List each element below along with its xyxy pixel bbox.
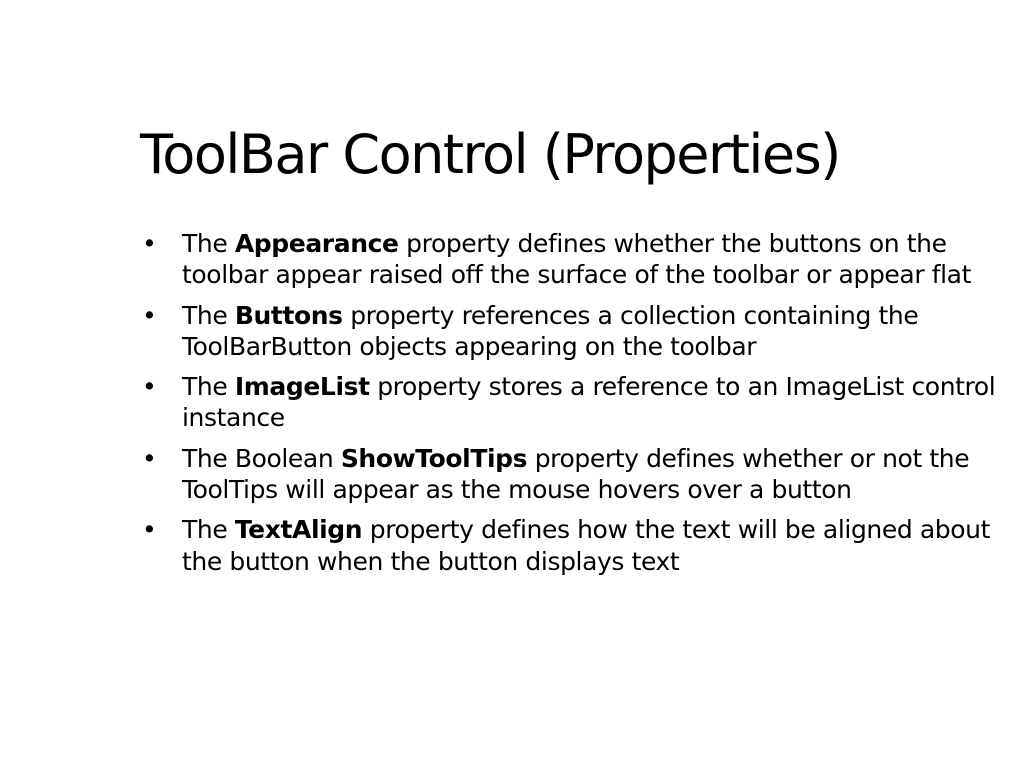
bullet-appearance: [140, 228, 1004, 291]
bullet-imagelist: [140, 371, 1004, 434]
property-name-appearance: Appearance: [234, 229, 399, 258]
slide-title: ToolBar Control (Properties): [140, 123, 840, 186]
property-name-imagelist: ImageList: [234, 372, 370, 402]
bullet-list: [140, 228, 1004, 586]
bullet-text-before: The: [182, 515, 235, 545]
bullet-text-after: property defines whether the buttons on the toolbar appear raised off the surface of the toolbar or appear flat: [182, 229, 972, 290]
bullet-text-before: The: [182, 229, 235, 258]
bullet-text-before: The Boolean: [182, 443, 341, 473]
bullet-marker: •: [142, 300, 157, 330]
bullet-text-after: property references a collection containing the ToolBarButton objects appearing on the toolbar: [182, 300, 919, 361]
bullet-text-after: property defines whether or not the ToolTips will appear as the mouse hovers over a button: [182, 443, 970, 505]
bullet-marker: •: [142, 229, 157, 258]
property-name-buttons: Buttons: [234, 300, 343, 330]
bullet-text-after: property stores a reference to an ImageList control instance: [182, 372, 996, 433]
bullet-text-before: The: [182, 300, 235, 330]
bullet-showtooltips: [140, 443, 1004, 506]
property-name-textalign: TextAlign: [234, 515, 363, 545]
bullet-marker: •: [142, 443, 157, 473]
bullet-buttons: [140, 300, 1004, 363]
property-name-showtooltips: ShowToolTips: [340, 443, 528, 473]
bullet-marker: •: [142, 515, 157, 545]
bullet-marker: •: [142, 372, 157, 402]
bullet-text-before: The: [182, 372, 235, 402]
bullet-textalign: [140, 514, 1004, 577]
bullet-text-after: property defines how the text will be aligned about the button when the button displays text: [182, 515, 990, 576]
